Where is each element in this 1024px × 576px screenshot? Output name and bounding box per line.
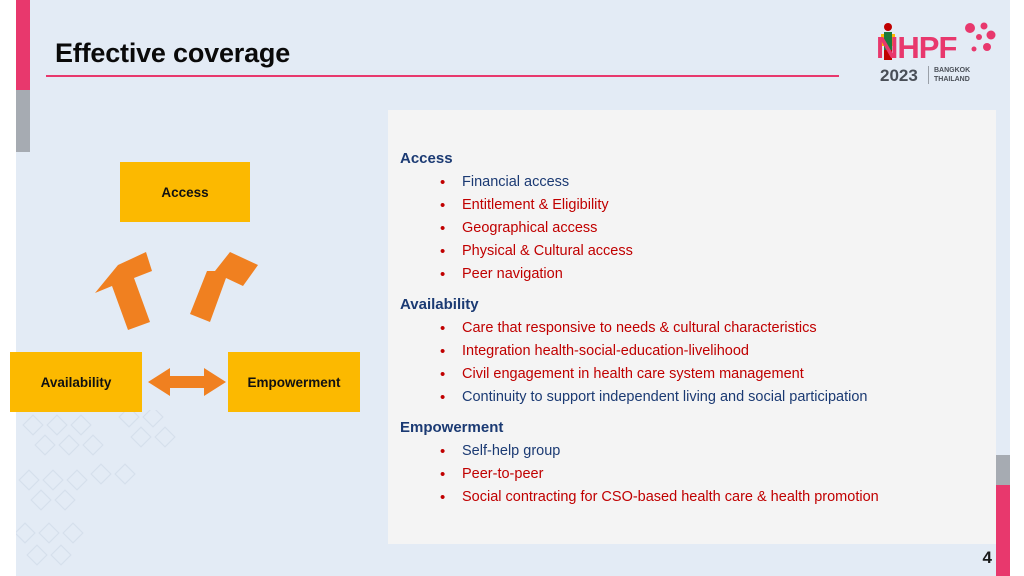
right-margin — [1010, 0, 1024, 576]
list-item: • Continuity to support independent living and social participation — [396, 386, 988, 409]
list-item: • Social contracting for CSO-based health care & health promotion — [396, 486, 988, 509]
list-item: • Self-help group — [396, 440, 988, 463]
logo-country: THAILAND — [934, 76, 970, 83]
group-items-access — [396, 171, 988, 286]
group-items-availability — [396, 317, 988, 409]
list-item: • Geographical access — [396, 217, 988, 240]
list-item: • Civil engagement in health care system management — [396, 363, 988, 386]
list-item: • Care that responsive to needs & cultural characteristics — [396, 317, 988, 340]
title-underline — [46, 75, 839, 77]
list-item: • Peer-to-peer — [396, 463, 988, 486]
list-item: • Physical & Cultural access — [396, 240, 988, 263]
list-item: • Peer navigation — [396, 263, 988, 286]
coverage-diagram — [0, 140, 380, 430]
nhpf-logo — [876, 22, 996, 94]
decor-bar-grey-bottom-right — [996, 455, 1010, 485]
logo-city: BANGKOK — [934, 67, 971, 74]
group-heading-availability: Availability — [400, 296, 479, 313]
list-item: • Financial access — [396, 171, 988, 194]
logo-wordmark: NHPF — [876, 30, 957, 65]
arrow-availability-access — [95, 252, 152, 330]
list-item: • Integration health-social-education-livelihood — [396, 340, 988, 363]
list-item: • Entitlement & Eligibility — [396, 194, 988, 217]
content-list — [396, 148, 988, 509]
page-title: Effective coverage — [55, 38, 291, 68]
page-number: 4 — [982, 548, 992, 567]
arrow-availability-empowerment — [148, 368, 226, 396]
diagram-node-empowerment: Empowerment — [228, 352, 360, 412]
decorative-pattern — [16, 410, 236, 576]
logo-year: 2023 — [880, 66, 918, 85]
group-heading-access: Access — [400, 150, 453, 167]
diagram-node-availability: Availability — [10, 352, 142, 412]
logo-dots-icon — [960, 22, 996, 56]
arrow-access-empowerment — [190, 252, 258, 322]
logo-location — [928, 66, 970, 84]
decor-bar-pink-bottom-right — [996, 485, 1010, 576]
diagram-node-access: Access — [120, 162, 250, 222]
group-heading-empowerment: Empowerment — [400, 419, 504, 436]
group-items-empowerment — [396, 440, 988, 509]
decor-bar-pink-top-left — [16, 0, 30, 90]
content-panel — [388, 110, 996, 544]
